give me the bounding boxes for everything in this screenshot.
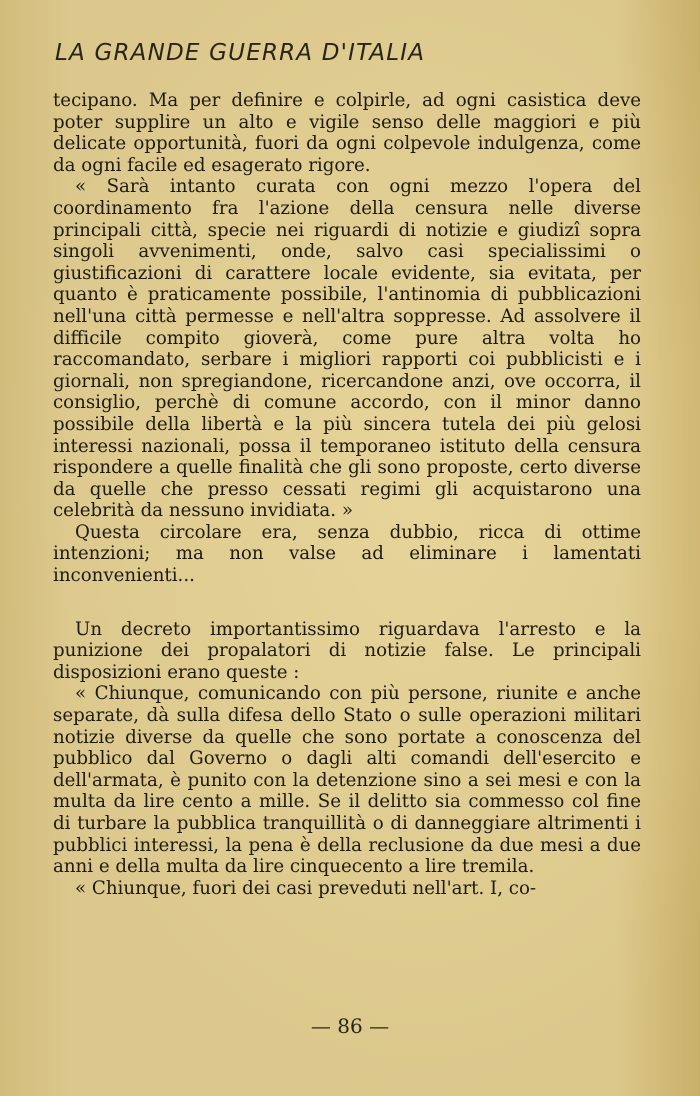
- section-break: [53, 587, 641, 619]
- running-header: LA GRANDE GUERRA D'ITALIA: [55, 40, 426, 66]
- paragraph-circular-quote: « Sarà intanto curata con ogni mezzo l'opera del coordinamento fra l'azione della censura nelle diverse principali città, specie nei riguardi di notizie e giudizî sopra singoli avvenimenti, onde, salvo casi specialissimi o giustificazioni di carattere locale evidente, sia evitata, per quanto è praticamente possibile, l'antinomia di pubblicazioni nell'una città permesse e nell'altra soppresse. Ad assolvere il difficile compito gioverà, come pure altra volta ho raccomandato, serbare i migliori rapporti coi pubblicisti e i giornali, non spregiandone, ricercandone anzi, ove occorra, il consiglio, perchè di comune accordo, con il minor danno possibile della libertà e la più sincera tutela dei più gelosi interessi nazionali, possa il temporaneo istituto della censura rispondere a quelle finalità che gli sono proposte, certo diverse da quelle che presso cessati regimi gli acquistarono una celebrità da nessuno invidiata. »: [53, 176, 641, 522]
- paragraph-decree-article-2: « Chiunque, fuori dei casi preveduti nell'art. I, co-: [75, 877, 537, 899]
- page-number: — 86 —: [310, 1014, 390, 1038]
- paragraph-continuation: tecipano. Ma per definire e colpirle, ad ogni casistica deve poter supplire un alto e vigile senso delle maggiori e più delicate opportunità, fuori da ogni colpevole indulgenza, come da ogni facile ed esagerato rigore.: [53, 90, 641, 176]
- paragraph-decree-intro: Un decreto importantissimo riguardava l'arresto e la punizione dei propalatori di notizie false. Le principali disposizioni erano queste :: [53, 618, 641, 683]
- paragraph-commentary: Questa circolare era, senza dubbio, ricca di ottime intenzioni; ma non valse ad eliminare i lamentati inconvenienti...: [53, 521, 641, 587]
- page-body: [53, 90, 641, 899]
- paragraph-decree-article-1: « Chiunque, comunicando con più persone, riunite e anche separate, dà sulla difesa dello Stato o sulle operazioni militari notizie diverse da quelle che sono portate a conoscenza del pubblico dal Governo o dagli alti comandi dell'esercito e dell'armata, è punito con la detenzione sino a sei mesi e con la multa da lire cento a mille. Se il delitto sia commesso col fine di turbare la pubblica tranquillità o di danneggiare altrimenti i pubblici interessi, la pena è della reclusione da due mesi a due anni e della multa da lire cinquecento a lire tremila.: [53, 683, 641, 878]
